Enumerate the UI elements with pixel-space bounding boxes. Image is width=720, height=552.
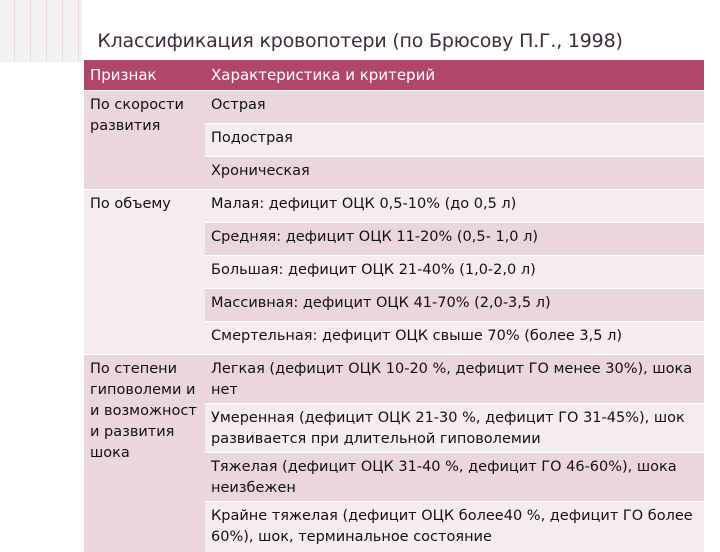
table-cell: Острая bbox=[205, 91, 704, 124]
table-header-row bbox=[84, 60, 704, 91]
table-cell: Легкая (дефицит ОЦК 10-20 %, дефицит ГО менее 30%), шока нет bbox=[205, 355, 704, 404]
table-cell: Умеренная (дефицит ОЦК 21-30 %, дефицит ГО 31-45%), шок развивается при длительной гиповолемии bbox=[205, 404, 704, 453]
group-label: По скорости развития bbox=[84, 91, 205, 190]
table-cell: Малая: дефицит ОЦК 0,5-10% (до 0,5 л) bbox=[205, 190, 704, 223]
header-cell-characteristic: Характеристика и критерий bbox=[205, 60, 704, 91]
table-row bbox=[84, 91, 704, 124]
classification-table bbox=[84, 60, 704, 552]
table-cell: Подострая bbox=[205, 124, 704, 157]
group-label: По степени гиповолеми и и возможност и развития шока bbox=[84, 355, 205, 552]
table-cell: Массивная: дефицит ОЦК 41-70% (2,0-3,5 л) bbox=[205, 289, 704, 322]
table-row bbox=[84, 355, 704, 404]
table-cell: Средняя: дефицит ОЦК 11-20% (0,5- 1,0 л) bbox=[205, 223, 704, 256]
table-cell: Крайне тяжелая (дефицит ОЦК более40 %, дефицит ГО более 60%), шок, терминальное состояние bbox=[205, 502, 704, 552]
table-cell: Смертельная: дефицит ОЦК свыше 70% (более 3,5 л) bbox=[205, 322, 704, 355]
slide-title: Классификация кровопотери (по Брюсову П.Г., 1998) bbox=[0, 30, 720, 52]
header-cell-feature: Признак bbox=[84, 60, 205, 91]
group-label: По объему bbox=[84, 190, 205, 355]
table-cell: Хроническая bbox=[205, 157, 704, 190]
table-cell: Большая: дефицит ОЦК 21-40% (1,0-2,0 л) bbox=[205, 256, 704, 289]
table-cell: Тяжелая (дефицит ОЦК 31-40 %, дефицит ГО 46-60%), шока неизбежен bbox=[205, 453, 704, 502]
table-row bbox=[84, 190, 704, 223]
